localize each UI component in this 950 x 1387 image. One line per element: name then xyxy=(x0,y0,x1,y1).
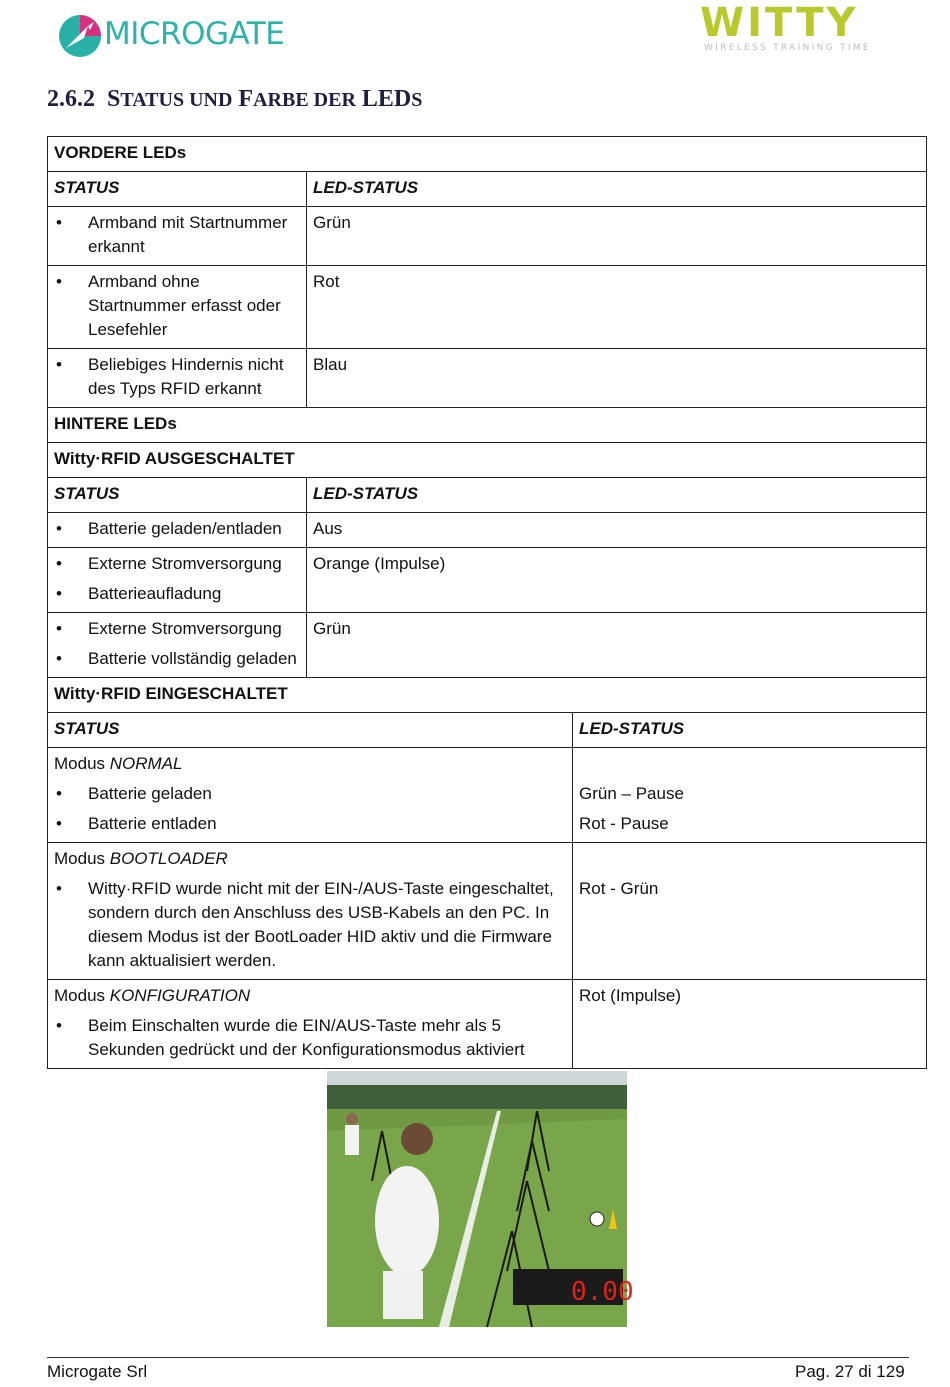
led-status-value: Rot (Impulse) xyxy=(579,986,682,1005)
heading-word1-rest: TATUS UND xyxy=(120,89,233,111)
heading-word2-initial: F xyxy=(238,86,254,112)
heading-word2-rest: ARBE DER xyxy=(253,89,356,111)
footer-divider xyxy=(47,1357,909,1358)
status-text: Batterieaufladung xyxy=(88,584,222,603)
table-row xyxy=(48,512,926,547)
bullet-icon: • xyxy=(56,649,62,668)
bullet-icon: • xyxy=(56,272,62,291)
table-row xyxy=(48,747,926,842)
heading-word3-tail: S xyxy=(411,89,423,111)
mode-config-title: Modus KONFIGURATION xyxy=(54,986,251,1005)
status-text: Armband mit Startnummer erkannt xyxy=(88,213,288,256)
heading-word1-initial: S xyxy=(107,86,121,112)
table-row xyxy=(48,842,926,979)
heading-word3: LED xyxy=(361,86,412,112)
column-header-led-status: LED-STATUS xyxy=(313,178,419,197)
led-status-value: Grün xyxy=(313,213,351,232)
bullet-icon: • xyxy=(56,879,62,898)
status-text: Externe Stromversorgung xyxy=(88,619,282,638)
column-header-led-status: LED-STATUS xyxy=(579,719,685,738)
bullet-icon: • xyxy=(56,784,62,803)
section-rfid-off: Witty·RFID AUSGESCHALTET xyxy=(54,449,295,468)
microgate-logo-icon xyxy=(58,14,102,58)
heading-number: 2.6.2 xyxy=(47,86,95,112)
column-header-status: STATUS xyxy=(48,172,307,206)
section-front-leds: VORDERE LEDs xyxy=(54,143,187,162)
led-status-value: Grün – Pause xyxy=(579,784,684,803)
led-status-value: Rot - Pause xyxy=(579,814,669,833)
microgate-logo-text: MICROGATE xyxy=(104,16,285,52)
bullet-icon: • xyxy=(56,1016,62,1035)
footer-page-number: Pag. 27 di 129 xyxy=(795,1362,905,1381)
status-text: Armband ohne Startnummer erfasst oder Lesefehler xyxy=(88,272,281,339)
led-status-value: Rot - Grün xyxy=(579,879,659,898)
table-row xyxy=(48,612,926,677)
column-header-led-status: LED-STATUS xyxy=(313,484,419,503)
status-text: Batterie geladen/entladen xyxy=(88,519,282,538)
column-header-status: STATUS xyxy=(48,713,573,747)
status-text: Batterie entladen xyxy=(88,814,217,833)
table-row xyxy=(48,206,926,265)
witty-logo-tagline: WIRELESS TRAINING TIME xyxy=(704,43,871,53)
status-text: Beliebiges Hindernis nicht des Typs RFID erkannt xyxy=(88,355,284,398)
mode-bootloader-title: Modus BOOTLOADER xyxy=(54,849,228,868)
led-status-value: Orange (Impulse) xyxy=(313,554,446,573)
section-heading xyxy=(47,86,422,113)
led-status-table xyxy=(47,136,927,1069)
status-text: Externe Stromversorgung xyxy=(88,554,282,573)
bullet-icon: • xyxy=(56,519,62,538)
status-text: Batterie vollständig geladen xyxy=(88,649,297,668)
led-status-value: Grün xyxy=(313,619,351,638)
bullet-icon: • xyxy=(56,584,62,603)
mode-normal-title: Modus NORMAL xyxy=(54,754,183,773)
table-row xyxy=(48,348,926,407)
footer-company: Microgate Srl xyxy=(47,1362,148,1381)
timer-display: 0.00 xyxy=(571,1277,634,1307)
table-row xyxy=(48,265,926,348)
section-rfid-on: Witty·RFID EINGESCHALTET xyxy=(54,684,288,703)
bullet-icon: • xyxy=(56,554,62,573)
status-text: Batterie geladen xyxy=(88,784,212,803)
table-row xyxy=(48,979,926,1068)
table-row xyxy=(48,547,926,612)
bullet-icon: • xyxy=(56,213,62,232)
status-text: Beim Einschalten wurde die EIN/AUS-Taste mehr als 5 Sekunden gedrückt und der Konfigurationsmodus aktiviert xyxy=(88,1016,525,1059)
section-rear-leds: HINTERE LEDs xyxy=(54,414,177,433)
bullet-icon: • xyxy=(56,355,62,374)
status-text: Witty·RFID wurde nicht mit der EIN-/AUS-Taste eingeschaltet, sondern durch den Anschluss des USB-Kabels an den PC. In diesem Modus ist der BootLoader HID aktiv und die Firmware kann aktualisiert werden. xyxy=(88,879,554,970)
witty-logo-text: WITTY xyxy=(700,0,859,46)
led-status-value: Aus xyxy=(313,519,343,538)
bullet-icon: • xyxy=(56,814,62,833)
field-training-photo xyxy=(327,1071,634,1327)
bullet-icon: • xyxy=(56,619,62,638)
led-status-value: Blau xyxy=(313,355,348,374)
led-status-value: Rot xyxy=(313,272,340,291)
column-header-status: STATUS xyxy=(48,478,307,512)
